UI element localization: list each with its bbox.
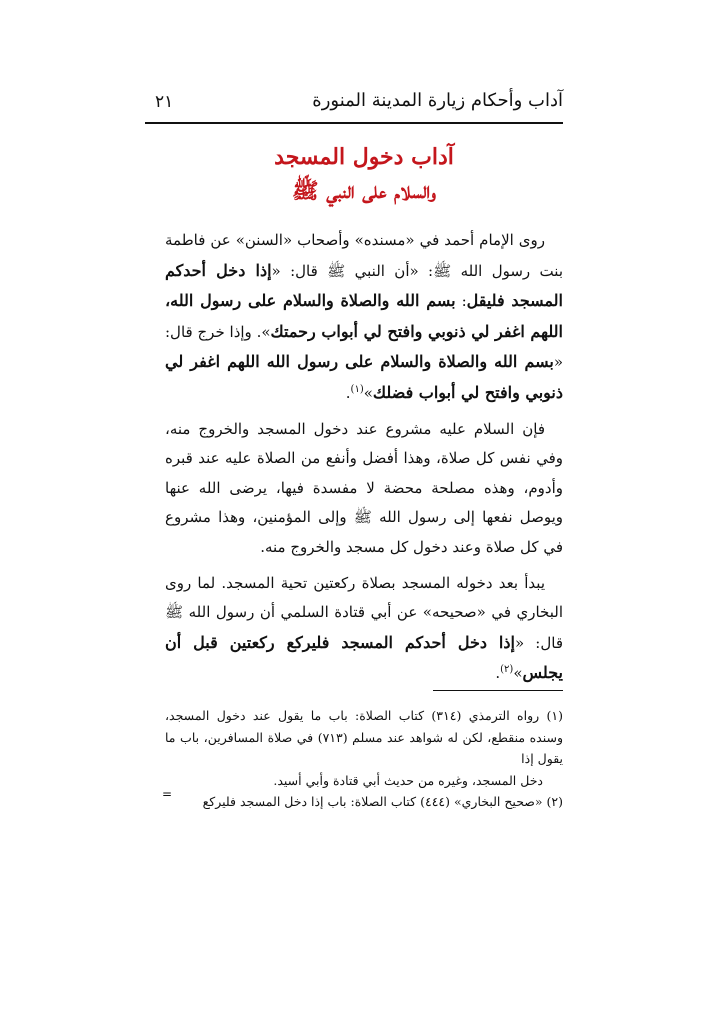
- continuation-mark: =: [162, 787, 172, 801]
- running-title: آداب وأحكام زيارة المدينة المنورة: [312, 90, 563, 111]
- body-text: [165, 226, 563, 695]
- footnote-ref-2: (٢): [500, 664, 514, 676]
- footnote-1-continued: دخل المسجد، وغيره من حديث أبي قتادة وأبي أسيد.: [273, 772, 543, 788]
- text-segment: روى الإمام أحمد في «مسنده» وأصحاب «السنن» عن فاطمة بنت رسول الله ﷺ: «أن النبي ﷺ قال: «: [165, 231, 563, 280]
- footnote-ref-1: (١): [350, 383, 364, 395]
- text-segment: :: [455, 292, 467, 311]
- text-segment: يبدأ بعد دخوله المسجد بصلاة ركعتين تحية المسجد. لما روى البخاري في «صحيحه» عن أبي قتادة السلمي أن رسول الله ﷺ قال: «: [165, 573, 563, 652]
- text-segment: »: [513, 664, 523, 683]
- footnote-separator: [433, 690, 563, 691]
- paragraph-1-end: .: [345, 383, 351, 402]
- bold-hadith-text: بسم الله والصلاة والسلام على رسول الله، اللهم اغفر لي ذنوبي وافتح لي أبواب رحمتك: [165, 291, 563, 341]
- footnotes: [165, 705, 563, 813]
- paragraph-2: فإن السلام عليه مشروع عند دخول المسجد والخروج منه، وفي نفس كل صلاة، وهذا أفضل وأنفع من الصلاة عليه عند قبره وأدوم، وهذه مصلحة محضة لا مفسدة فيها، يرضى الله عنها ويوصل نفعها إلى رسول الله ﷺ وإلى المؤمنين، وهذا مشروع في كل صلاة وعند دخول كل مسجد والخروج منه.: [165, 419, 563, 556]
- bold-hadith-text: إذا دخل أحدكم المسجد فليركع ركعتين قبل أن يجلس: [165, 632, 563, 683]
- chapter-title-line-2: والسلام على النبي ﷺ: [291, 178, 437, 205]
- chapter-title: [165, 140, 563, 208]
- footnote-1: (١) رواه الترمذي (٣١٤) كتاب الصلاة: باب ما يقول عند دخول المسجد، وسنده منقطع، لكن له شواهد عند مسلم (٧١٣) في صلاة المسافرين، باب ما يقول إذا: [165, 708, 563, 766]
- chapter-title-line-1: آداب دخول المسجد: [274, 144, 454, 170]
- paragraph-3: [165, 569, 563, 689]
- footnote-2: (٢) «صحيح البخاري» (٤٤٤) كتاب الصلاة: باب إذا دخل المسجد فليركع: [202, 794, 563, 809]
- paragraph-1-content: [165, 231, 563, 402]
- bold-hadith-text: بسم الله والصلاة والسلام على رسول الله اللهم اغفر لي ذنوبي وافتح لي أبواب فضلك: [165, 352, 563, 402]
- page-header: [145, 88, 563, 124]
- paragraph-3-end: .: [495, 664, 501, 683]
- text-segment: »: [363, 383, 373, 402]
- bold-hadith-text: إذا دخل أحدكم المسجد فليقل: [165, 260, 563, 311]
- page-number: ٢١: [155, 92, 174, 112]
- paragraph-1: [165, 226, 563, 409]
- text-segment: ». وإذا خرج قال: «: [165, 322, 563, 372]
